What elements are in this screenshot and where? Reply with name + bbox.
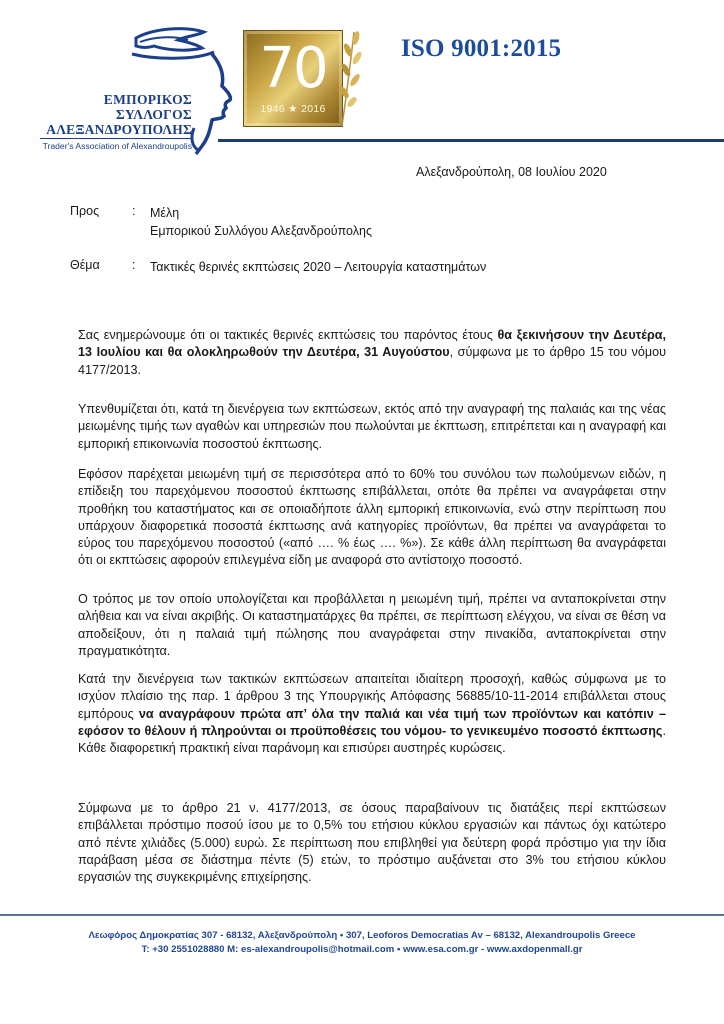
footer-address: Λεωφόρος Δημοκρατίας 307 - 68132, Αλεξανδρούπολη • 307, Leoforos Democratias Av – 68132, Alexandroupolis Greece: [88, 930, 636, 941]
subject-colon: :: [132, 258, 136, 272]
anniversary-years: 1946 ★ 2016: [260, 103, 326, 115]
logo-line-1: ΕΜΠΟΡΙΚΟΣ: [103, 92, 192, 107]
paragraph-text: Υπενθυμίζεται ότι, κατά τη διενέργεια των εκπτώσεων, εκτός από την αναγραφή της παλαιάς και της νέας μειωμένης τιμής των αγαθών και υπηρεσιών που πωλούνται με έκπτωση, επιτρέπεται και η αναγραφή και εμπορική επικοινωνία ποσοστού έκπτωσης.: [78, 402, 666, 451]
paragraph-text: Σύμφωνα με το άρθρο 21 ν. 4177/2013, σε όσους παραβαίνουν τις διατάξεις περί εκπτώσεων επιβάλλεται πρόστιμο ποσού ίσου με το 0,5% του ετήσιου κύκλου εργασιών και πάντως όχι κατώτερο από πέντε χιλιάδες (5.000) ευρώ. Σε περίπτωση που επιβληθεί για δεύτερη φορά πρόστιμο για την ίδια παράβαση μέσα σε διάστημα πέντε (5) ετών, το πρόστιμο αυξάνεται στο 3% του ετήσιου κύκλου εργασιών της συγκεκριμένης επιχείρησης.: [78, 801, 666, 885]
recipient-label: Προς: [70, 204, 100, 218]
recipient-block: [70, 204, 470, 244]
paragraph-penalties: [78, 800, 666, 886]
footer-divider: [0, 914, 724, 916]
paragraph-legal-framework: [78, 671, 666, 757]
anniversary-number: 70: [259, 36, 327, 101]
paragraph-text: Κατά την διενέργεια των τακτικών εκπτώσεων απαιτείται ιδιαίτερη προσοχή, καθώς σύμφωνα με το ισχύον πλαίσιο της παρ. 1 άρθρου 3 της Υπουργικής Απόφασης 56885/10-11-2014 επιβάλλεται στους εμπόρους: [78, 672, 666, 721]
paragraph-text: . Κάθε διαφορετική πρακτική είναι παράνομη και επισύρει αυστηρές κυρώσεις.: [78, 723, 666, 756]
paragraph-reminder: [78, 401, 666, 453]
logo-english-name: Trader's Association of Alexandroupolis: [42, 141, 192, 151]
paragraph-price-accuracy: [78, 591, 666, 660]
paragraph-start-dates: [78, 327, 666, 379]
paragraph-emphasis: να αναγράφουν πρώτα απ’ όλα την παλιά και νέα τιμή των προϊόντων και κατόπιν –εφόσον το θέλουν ή πληρούνται οι προϋποθέσεις του νόμου- το γενικευμένο ποσοστό έκπτωσης: [78, 706, 666, 738]
subject-value: Τακτικές θερινές εκπτώσεις 2020 – Λειτουργία καταστημάτων: [150, 260, 487, 274]
laurel-branch-icon: [338, 28, 362, 128]
subject-label: Θέμα: [70, 258, 100, 272]
association-name: [40, 92, 192, 152]
paragraph-discount-display: [78, 466, 666, 570]
association-logo: [36, 14, 226, 159]
iso-certification: ISO 9001:2015: [401, 35, 562, 62]
recipient-line-1: Μέλη: [150, 206, 180, 220]
paragraph-text: Σας ενημερώνουμε ότι οι τακτικές θερινές εκπτώσεις του παρόντος έτους: [78, 328, 498, 342]
paragraph-text: , σύμφωνα με το άρθρο 15 του νόμου 4177/2013.: [78, 345, 666, 377]
anniversary-badge: [243, 30, 343, 127]
footer-contact: [0, 929, 724, 957]
paragraph-text: Ο τρόπος με τον οποίο υπολογίζεται και προβάλλεται η μειωμένη τιμή, πρέπει να ανταποκρίνεται στην αλήθεια και να είναι ακριβής. Οι καταστηματάρχες θα πρέπει, σε περίπτωση ελέγχου, να είναι σε θέση να αποδείξουν, ότι η παλαιά τιμή πώλησης που αναγράφεται στην πινακίδα, ανταποκρίνεται στην πραγματικότητα.: [78, 592, 666, 658]
recipient-line-2: Εμπορικού Συλλόγου Αλεξανδρούπολης: [150, 224, 372, 238]
recipient-colon: :: [132, 204, 136, 218]
paragraph-text: Εφόσον παρέχεται μειωμένη τιμή σε περισσότερα από το 60% του συνόλου των πωλούμενων ειδών, η επίδειξη του παρεχόμενου ποσοστού έκπτωσης επιβάλλεται, οπότε θα πρέπει να αναγράφεται στην προθήκη του καταστήματος και σε οποιαδήποτε άλλη εμπορική επικοινωνία, ενώ στην περίπτωση που υπάρχουν διαφορετικά ποσοστά έκπτωσης ανά κατηγορίες προϊόντων, θα πρέπει να αναγράφεται το εύρος του παρεχόμενου ποσοστού («από …. % έως …. %»). Σε κάθε άλλη περίπτωση θα αναγράφεται ότι οι εκπτώσεις αφορούν επιλεγμένα είδη με αναφορά στο αντίστοιχο ποσοστό.: [78, 467, 666, 568]
logo-line-3: ΑΛΕΞΑΝΔΡΟΥΠΟΛΗΣ: [40, 122, 192, 139]
recipient-value: [150, 204, 372, 240]
place-date: Αλεξανδρούπολη, 08 Ιουλίου 2020: [416, 165, 607, 179]
logo-line-2: ΣΥΛΛΟΓΟΣ: [115, 107, 192, 122]
header-divider: [218, 139, 724, 142]
subject-block: [70, 258, 570, 278]
paragraph-emphasis: θα ξεκινήσουν την Δευτέρα, 13 Ιουλίου και θα ολοκληρωθούν την Δευτέρα, 31 Αυγούστου: [78, 328, 666, 360]
footer-phone-email-web: T: +30 2551028880 M: es-alexandroupolis@hotmail.com • www.esa.com.gr - www.axdopenmall.gr: [141, 944, 583, 955]
